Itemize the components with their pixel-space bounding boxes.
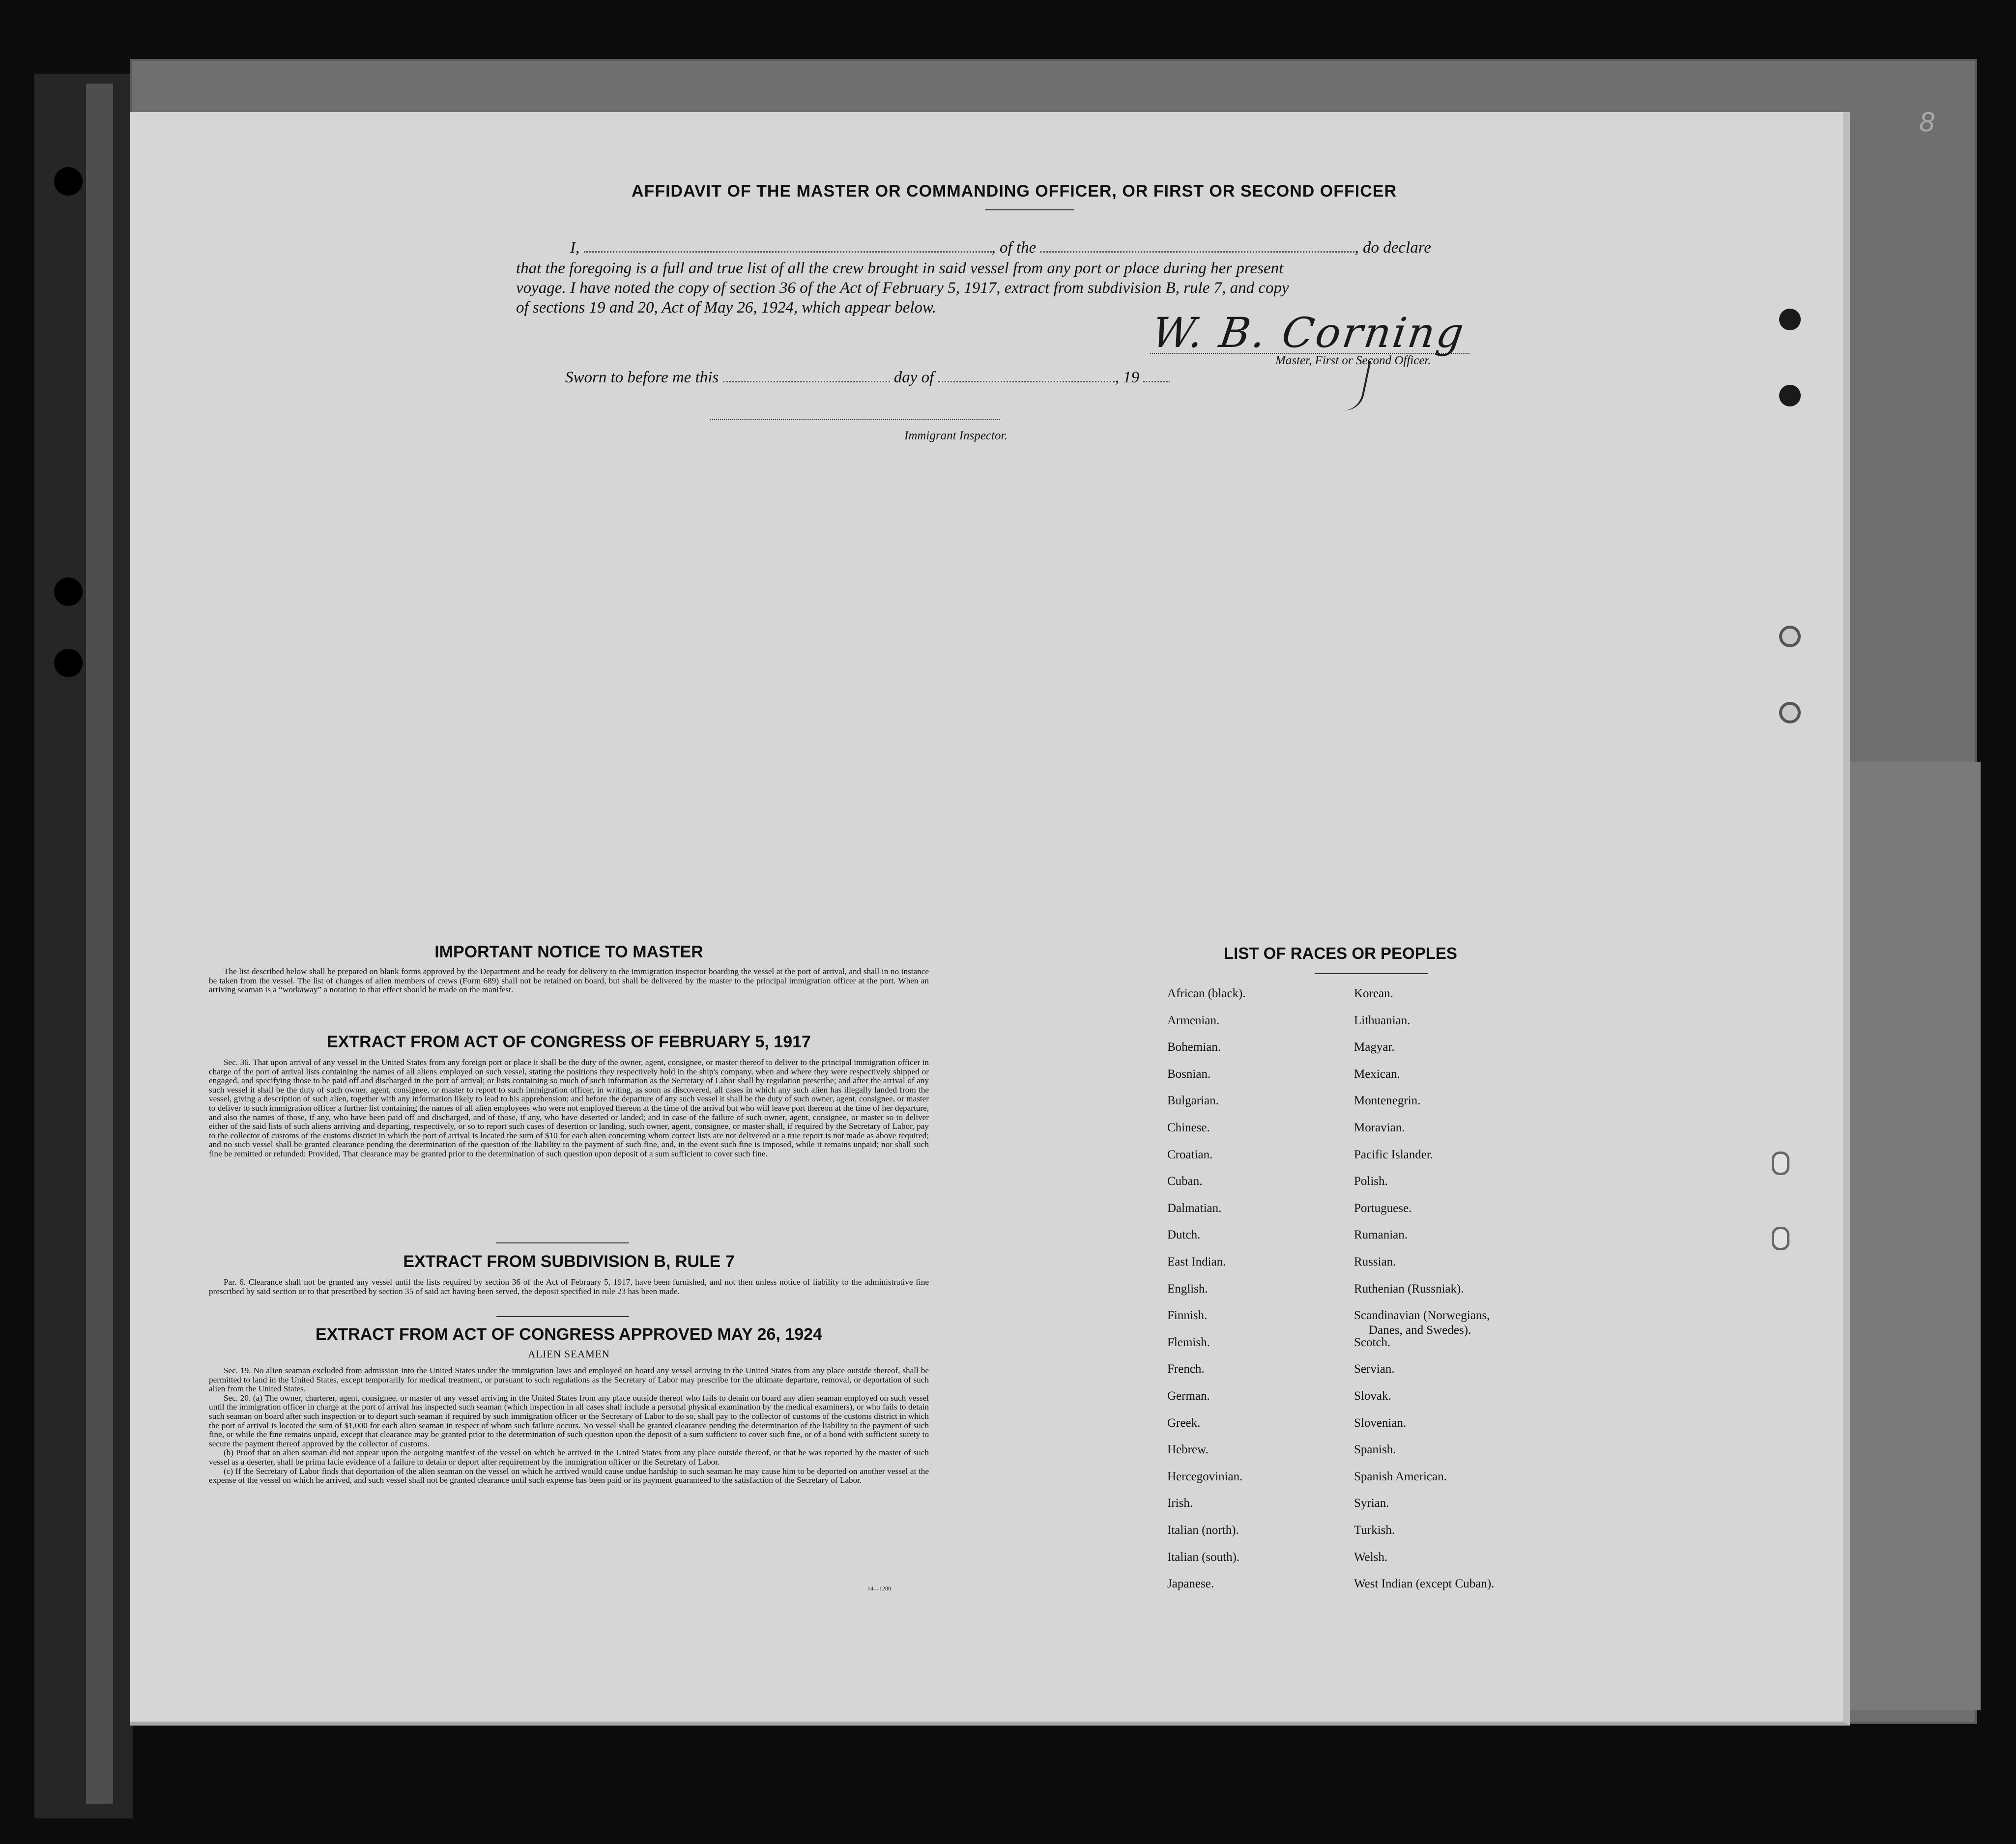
sworn-label: Sworn to before me this (565, 369, 719, 386)
race-item: Polish. (1354, 1175, 1388, 1188)
race-item: Dutch. (1167, 1228, 1201, 1242)
races-title-rule (1315, 973, 1428, 974)
race-item: Croatian. (1167, 1148, 1213, 1161)
inspector-label: Immigrant Inspector. (904, 429, 1008, 442)
paragraph-6: Par. 6. Clearance shall not be granted any vessel until the lists required by section 36 of the Act of February 5, 1917, have been furnished, and not then unless notice of liability to the administrative fine prescribed by said section or to that prescribed by section 35 of said act having been served, the deposit specified in rule 23 has been made. (209, 1277, 929, 1296)
section-20c-paragraph: (c) If the Secretary of Labor finds that deportation of the alien seaman on the vessel on which he arrived would cause undue hardship to such seaman he may cause him to be deported on another vessel at the expense of the vessel on which he arrived, and such vessel shall not be granted clearance until such expense has been paid or its payment guaranteed to the satisfaction of the Secretary of Labor. (209, 1466, 929, 1485)
race-item: Danes, and Swedes). (1369, 1324, 1471, 1337)
page-number-mark: 8 (1919, 106, 1935, 137)
race-item: Chinese. (1167, 1121, 1210, 1134)
race-item: African (black). (1167, 987, 1246, 1000)
race-item: Bohemian. (1167, 1040, 1221, 1054)
race-item: Syrian. (1354, 1497, 1389, 1510)
race-item: Lithuanian. (1354, 1013, 1411, 1027)
section-20b-paragraph: (b) Proof that an alien seaman did not appear upon the outgoing manifest of the vessel on which he arrived in the United States from any place outside thereof, or that he was reported by the master of such vessel as a deserter, shall be prima facie evidence of a failure to detain or deport after requirement by the immigration officer or the Secretary of Labor. (209, 1448, 929, 1467)
binder-strip (34, 74, 133, 1818)
race-item: Slovak. (1354, 1389, 1391, 1403)
affidavit-line-4: of sections 19 and 20, Act of May 26, 1924, which appear below. (516, 299, 936, 317)
race-item: Spanish. (1354, 1443, 1396, 1457)
section-36-paragraph: Sec. 36. That upon arrival of any vessel in the United States from any foreign port or place it shall be the duty of the owner, agent, consignee, or master thereof to deliver to the principal immigration officer in charge of the port of arrival lists containing the names of all aliens employed on such vessel, stating the positions they respectively hold in the ship's company, when and where they were respectively shipped or engaged, and specifying those to be paid off and discharged in the port of arrival; or lists containing so much of such information as the Secretary of Labor shall by regulation prescribe; and after the arrival of any such vessel it shall be the duty of such owner, agent, consignee, or master to report to such immigration officer, in writing, as soon as discovered, all cases in which any such alien has illegally landed from the vessel, giving a description of such alien, together with any information likely to lead to his apprehension; and before the departure of any such vessel it shall be the duty of such owner, agent, consignee, or master to deliver to such immigration officer a further list containing the names of all alien employees who were not employed thereon at the time of the arrival but who will leave port thereon at the time of her departure, and also the names of those, if any, who have been paid off and discharged, and of those, if any, who have deserted or landed; and in case of the failure of such owner, agent, consignee, or master so to deliver either of the said lists of such aliens arriving and departing, respectively, or so to report such cases of desertion or landing, such owner, agent, consignee, or master shall, if required by the Secretary of Labor, pay to the collector of customs of the customs district in which the port of arrival is located the sum of $10 for each alien concerning whom correct lists are not delivered or a true report is not made as above required; and no such vessel shall be granted clearance pending the determination of the question of the liability to the payment of such fine, and, in the event such fine is imposed, while it remains unpaid; nor shall such fine be remitted or refunded: Provided, That clearance may be granted prior to the determination of such question upon deposit of a sum sufficient to cover such fine. (209, 1058, 929, 1158)
race-item: Bulgarian. (1167, 1094, 1219, 1108)
affidavit-line-3: voyage. I have noted the copy of section 36 of the Act of February 5, 1917, extract from subdivision B, rule 7, and copy (516, 279, 1289, 297)
inspector-signature-line (710, 419, 1000, 420)
affidavit-title: AFFIDAVIT OF THE MASTER OR COMMANDING OFFICER, OR FIRST OR SECOND OFFICER (632, 182, 1397, 201)
race-item: English. (1167, 1282, 1208, 1296)
race-item: German. (1167, 1389, 1210, 1403)
notice-text (209, 967, 929, 995)
race-item: Greek. (1167, 1416, 1201, 1430)
punch-hole (1772, 1227, 1789, 1250)
section-19-paragraph: Sec. 19. No alien seaman excluded from admission into the United States under the immigration laws and employed on board any vessel arriving in the United States from any place outside thereof, shall be permitted to land in the United States, except temporarily for medical treatment, or pursuant to such regulations as the Secretary of Labor may prescribe for the ultimate departure, removal, or deportation of such alien from the United States. (209, 1366, 929, 1394)
declarant-name-field[interactable] (584, 240, 992, 253)
race-item: Portuguese. (1354, 1201, 1412, 1215)
divider-rule (496, 1242, 629, 1243)
section-20a-paragraph: Sec. 20. (a) The owner, charterer, agent, consignee, or master of any vessel arriving in the United States from any place outside thereof who fails to detain on board any alien seaman employed on such vessel until the immigration officer in charge at the port of arrival has inspected such seaman (which inspection in all cases shall include a personal physical examination by the medical examiners), or who fails to detain such seaman on board after such inspection or to deport such seaman if required by such immigration officer or the Secretary of Labor to do so, shall pay to the collector of customs of the customs district in which the port of arrival is located the sum of $1,000 for each alien seaman in respect of whom such failure occurs. No vessel shall be granted clearance pending the determination of the liability to the payment of such fine, or while the fine remains unpaid, except that clearance may be granted prior to the determination of such question upon the deposit of a sum sufficient to cover such fine, or of a bond with sufficient surety to secure the payment thereof approved by the collector of customs. (209, 1393, 929, 1448)
race-item: Moravian. (1354, 1121, 1405, 1134)
races-title: LIST OF RACES OR PEOPLES (1224, 944, 1457, 962)
vessel-name-field[interactable] (1040, 240, 1354, 253)
declarant-label: I, (570, 239, 580, 257)
handwritten-signature: W. B. Corning (1149, 309, 1469, 357)
notice-title: IMPORTANT NOTICE TO MASTER (434, 943, 703, 961)
race-item: Spanish American. (1354, 1469, 1447, 1483)
race-item: Dalmatian. (1167, 1201, 1222, 1215)
extract-1917-text (209, 1058, 929, 1159)
race-item: Italian (south). (1167, 1550, 1240, 1564)
race-item: Mexican. (1354, 1067, 1400, 1081)
binder-hole (54, 577, 83, 606)
extract-rule7-title: EXTRACT FROM SUBDIVISION B, RULE 7 (403, 1252, 735, 1271)
race-item: Scandinavian (Norwegians, (1354, 1309, 1490, 1323)
extract-1924-text (209, 1366, 929, 1485)
race-item: Ruthenian (Russniak). (1354, 1282, 1464, 1296)
signature-label: Master, First or Second Officer. (1275, 354, 1431, 367)
document-page (130, 112, 1850, 1726)
vessel-label: , of the (991, 239, 1037, 257)
race-item: Flemish. (1167, 1335, 1210, 1349)
race-item: West Indian (except Cuban). (1354, 1577, 1495, 1591)
affidavit-line-2: that the foregoing is a full and true list of all the crew brought in said vessel from any port or place during her present (516, 259, 1284, 277)
sworn-day-field[interactable] (723, 370, 890, 382)
race-item: Montenegrin. (1354, 1094, 1421, 1108)
extract-rule7-text (209, 1278, 929, 1296)
race-item: Finnish. (1167, 1309, 1208, 1323)
title-rule (985, 209, 1074, 210)
extract-1924-title: EXTRACT FROM ACT OF CONGRESS APPROVED MAY 26, 1924 (316, 1325, 822, 1344)
race-item: Italian (north). (1167, 1524, 1239, 1537)
race-item: Welsh. (1354, 1550, 1388, 1564)
binder-edge (86, 84, 113, 1804)
race-item: Turkish. (1354, 1524, 1395, 1537)
alien-seamen-subtitle: ALIEN SEAMEN (528, 1348, 610, 1360)
affidavit-line-1 (570, 239, 1431, 257)
punch-hole (1779, 385, 1801, 406)
notice-paragraph: The list described below shall be prepared on blank forms approved by the Department and be ready for delivery to the immigration inspector boarding the vessel at the port of arrival, and shall in no instance be taken from the vessel. The list of changes of alien members of crews (Form 689) shall not be retained on board, but shall be delivered by the master to the principal immigration officer at the port. When an arriving seaman is a “workaway” a notation to that effect should be made on the manifest. (209, 967, 929, 995)
race-item: Scotch. (1354, 1335, 1391, 1349)
sworn-month-field[interactable] (938, 370, 1115, 382)
sworn-year-field[interactable] (1143, 370, 1170, 382)
race-item: Russian. (1354, 1255, 1396, 1268)
race-item: Irish. (1167, 1497, 1193, 1510)
form-print-number: 14—1280 (867, 1585, 891, 1592)
race-item: East Indian. (1167, 1255, 1226, 1268)
race-item: Servian. (1354, 1362, 1395, 1376)
race-item: Bosnian. (1167, 1067, 1211, 1081)
punch-hole (1779, 309, 1801, 330)
divider-rule (496, 1316, 629, 1317)
race-item: Pacific Islander. (1354, 1148, 1434, 1161)
race-item: Korean. (1354, 987, 1393, 1000)
race-item: Magyar. (1354, 1040, 1395, 1054)
day-of-label: day of (893, 369, 934, 386)
race-item: Rumanian. (1354, 1228, 1408, 1242)
race-item: Cuban. (1167, 1175, 1203, 1188)
race-item: Armenian. (1167, 1013, 1220, 1027)
year-label: , 19 (1115, 369, 1140, 386)
binder-hole (54, 167, 83, 196)
race-item: Hercegovinian. (1167, 1469, 1243, 1483)
race-item: Hebrew. (1167, 1443, 1209, 1457)
sworn-line (565, 369, 1170, 387)
punch-hole (1772, 1152, 1789, 1175)
punch-hole (1779, 626, 1801, 647)
race-item: Slovenian. (1354, 1416, 1407, 1430)
punch-hole (1779, 702, 1801, 723)
extract-1917-title: EXTRACT FROM ACT OF CONGRESS OF FEBRUARY 5, 1917 (327, 1033, 811, 1051)
race-item: Japanese. (1167, 1577, 1214, 1591)
binder-hole (54, 649, 83, 677)
declare-label: , do declare (1354, 239, 1431, 257)
race-item: French. (1167, 1362, 1205, 1376)
